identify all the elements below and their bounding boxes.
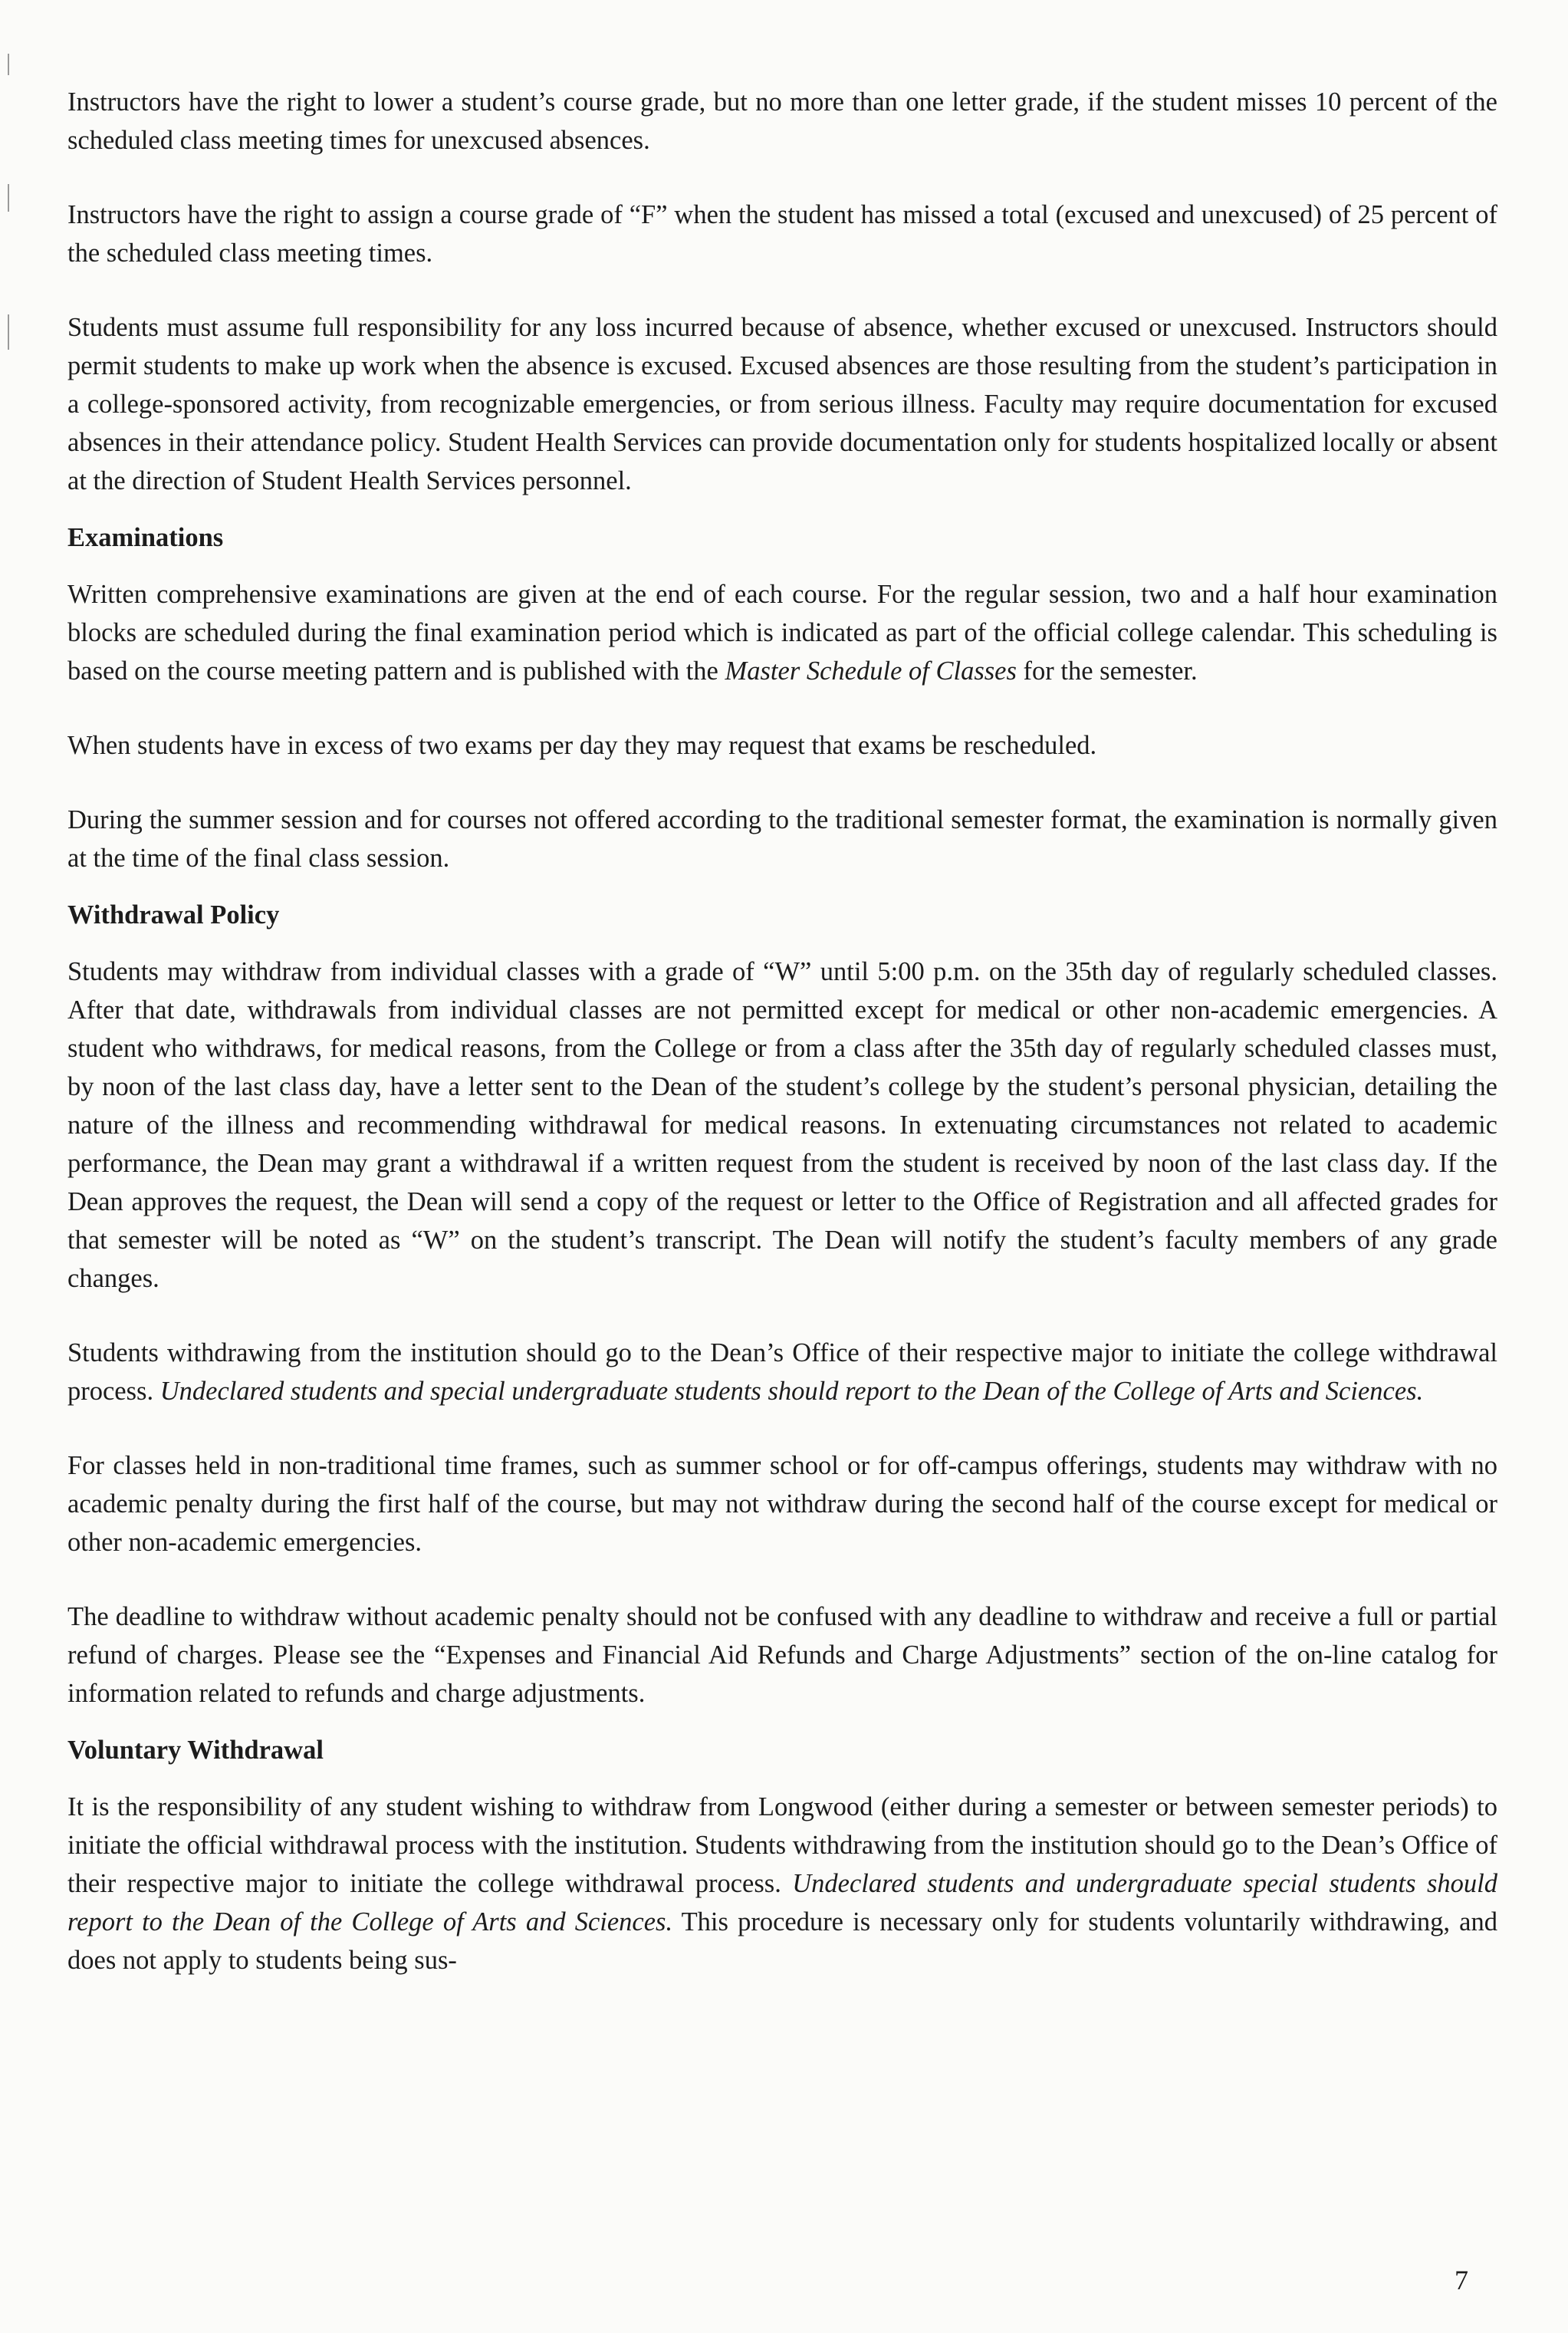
text-segment: It is the responsibility of any student wishing to withdraw from Longwood (either during a semester or between semester periods) to initiate the official withdrawal process with the institution. Students withdrawing from the institution should go to the Dean’s Office of their respective major to initiate the college withdrawal process. <box>67 1792 1497 1898</box>
paragraph-withdraw-individual: Students may withdraw from individual classes with a grade of “W” until 5:00 p.m. on the 35th day of regularly scheduled classes. After that date, withdrawals from individual classes are not permitted except for medical or other non-academic emergencies. A student who withdraws, for medical reasons, from the College or from a class after the 35th day of regularly scheduled classes must, by noon of the last class day, have a letter sent to the Dean of the student’s college by the student’s personal physician, detailing the nature of the illness and recommending withdrawal for medical reasons. In extenuating circumstances not related to academic performance, the Dean may grant a withdrawal if a written request from the student is received by noon of the last class day. If the Dean approves the request, the Dean will send a copy of the request or letter to the Office of Registration and all affected grades for that semester will be noted as “W” on the student’s transcript. The Dean will notify the student’s faculty members of any grade changes. <box>67 957 1497 1293</box>
heading-voluntary-withdrawal: Voluntary Withdrawal <box>67 1736 324 1765</box>
paragraph-grade-lowering: Instructors have the right to lower a student’s course grade, but no more than one letter grade, if the student misses 10 percent of the scheduled class meeting times for unexcused absences. <box>67 87 1497 155</box>
paragraph-grade-f: Instructors have the right to assign a course grade of “F” when the student has missed a total (excused and unexcused) of 25 percent of the scheduled class meeting times. <box>67 200 1497 268</box>
paragraph-non-traditional: For classes held in non-traditional time frames, such as summer school or for off-campus offerings, students may withdraw with no academic penalty during the first half of the course, but may not withdraw during the second half of the course except for medical or other non-academic emergencies. <box>67 1451 1497 1557</box>
scan-margin-mark <box>8 184 9 212</box>
paragraph-absence-responsibility: Students must assume full responsibility for any loss incurred because of absence, whether excused or unexcused. Instructors should permit students to make up work when the absence is excused. Excused absences are those resulting from the student’s participation in a college-sponsored activity, from recognizable emergencies, or from serious illness. Faculty may require documentation for excused absences in their attendance policy. Student Health Services can provide documentation only for students hospitalized locally or absent at the direction of Student Health Services personnel. <box>67 313 1497 495</box>
text-segment: Written comprehensive examinations are given at the end of each course. For the regular session, two and a half hour examination blocks are scheduled during the final examination period which is indicated as part of the official college calendar. This scheduling is based on the course meeting pattern and is published with the <box>67 580 1497 686</box>
italic-note-undeclared: Undeclared students and special undergraduate students should report to the Dean of the College of Arts and Sciences. <box>159 1377 1424 1406</box>
scan-margin-mark <box>8 314 9 350</box>
paragraph-exam-reschedule: When students have in excess of two exams per day they may request that exams be rescheduled. <box>67 731 1097 760</box>
paragraph-summer-exam: During the summer session and for courses not offered according to the traditional semester format, the examination is normally given at the time of the final class session. <box>67 805 1497 873</box>
heading-examinations: Examinations <box>67 523 224 552</box>
paragraph-exam-schedule <box>67 575 1497 690</box>
scan-margin-mark <box>8 54 9 75</box>
text-segment: for the semester. <box>1016 656 1198 686</box>
master-schedule-title: Master Schedule of Classes <box>725 656 1017 686</box>
text-segment: Students withdrawing from the institution should go to the Dean’s Office of their respective major to initiate the college withdrawal process. <box>67 1338 1497 1406</box>
document-page <box>67 83 1497 2015</box>
page-number: 7 <box>1455 2265 1468 2295</box>
italic-note-undeclared: Undeclared students and undergraduate special students should report to the Dean of the College of Arts and Sciences. <box>67 1869 1497 1936</box>
paragraph-voluntary-withdrawal <box>67 1788 1497 1979</box>
text-segment: This procedure is necessary only for students voluntarily withdrawing, and does not apply to students being sus- <box>67 1907 1497 1975</box>
paragraph-deadline-refund: The deadline to withdraw without academic penalty should not be confused with any deadline to withdraw and receive a full or partial refund of charges. Please see the “Expenses and Financial Aid Refunds and Charge Adjustments” section of the on-line catalog for information related to refunds and charge adjustments. <box>67 1602 1497 1708</box>
heading-withdrawal-policy: Withdrawal Policy <box>67 900 280 930</box>
paragraph-withdraw-institution <box>67 1334 1497 1410</box>
